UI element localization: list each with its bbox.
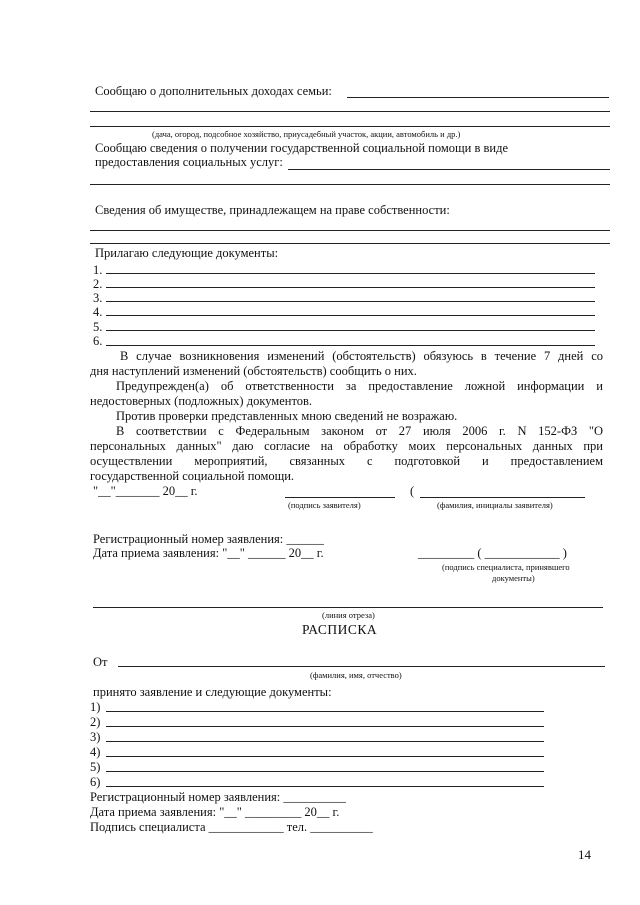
receipt-item-line	[106, 756, 544, 757]
receipt-specialist-signature: Подпись специалиста ____________ тел. __________	[90, 820, 373, 834]
receipt-fio-label: (фамилия, имя, отчество)	[310, 670, 402, 680]
income-label: Сообщаю о дополнительных доходах семьи:	[95, 84, 332, 98]
docs-item-line	[106, 345, 595, 346]
receipt-item-4: 4)	[90, 745, 101, 759]
receipt-item-6: 6)	[90, 775, 101, 789]
signature-label: (подпись заявителя)	[288, 500, 361, 510]
obligation-paragraph-3: Против проверки представленных мною сведений не возражаю.	[116, 409, 458, 423]
receipt-accepted: принято заявление и следующие документы:	[93, 685, 332, 699]
consent-line-4: государственной социальной помощи.	[90, 469, 295, 483]
receipt-registration-number: Регистрационный номер заявления: __________	[90, 790, 346, 804]
docs-item-4: 4.	[93, 305, 103, 319]
receipt-item-5: 5)	[90, 760, 101, 774]
receipt-from-label: От	[93, 655, 108, 669]
specialist-label-1: (подпись специалиста, принявшего	[442, 562, 570, 572]
income-line-1	[347, 97, 609, 98]
receipt-item-line	[106, 726, 544, 727]
receipt-title: РАСПИСКА	[302, 622, 378, 637]
applicant-name-line	[420, 497, 585, 498]
docs-item-line	[106, 287, 595, 288]
consent-line-1: В соответствии с Федеральным законом от 27 июля 2006 г. N 152-ФЗ "О	[116, 424, 603, 438]
docs-item-line	[106, 301, 595, 302]
social-help-line-a	[288, 169, 610, 170]
property-label: Сведения об имуществе, принадлежащем на праве собственности:	[95, 203, 450, 217]
docs-item-line	[106, 330, 595, 331]
registration-date: Дата приема заявления: "__" ______ 20__ г.	[93, 546, 324, 560]
cut-line-label: (линия отреза)	[322, 610, 375, 620]
applicant-name-label: (фамилия, инициалы заявителя)	[437, 500, 553, 510]
social-help-line-1: Сообщаю сведения о получении государственной социальной помощи в виде	[95, 141, 508, 155]
consent-line-3: осуществлении мероприятий, связанных с подготовкой и предоставлением	[90, 454, 603, 468]
docs-item-6: 6.	[93, 334, 103, 348]
receipt-fio-line	[118, 666, 605, 667]
obligation-paragraph-2-end: недостоверных (подложных) документов.	[90, 394, 313, 408]
income-hint: (дача, огород, подсобное хозяйство, приусадебный участок, акции, автомобиль и др.)	[152, 129, 461, 139]
consent-line-2: персональных данных" даю согласие на обработку моих персональных данных при	[90, 439, 603, 453]
obligation-paragraph-1: В случае возникновения изменений (обстоятельств) обязуюсь в течение 7 дней со	[120, 349, 603, 363]
cut-line	[93, 607, 603, 608]
receipt-item-1: 1)	[90, 700, 101, 714]
obligation-paragraph-1-end: дня наступлений изменений (обстоятельств) сообщить о них.	[90, 364, 417, 378]
obligation-paragraph-2: Предупрежден(а) об ответственности за предоставление ложной информации и	[116, 379, 603, 393]
social-help-line-b	[90, 184, 610, 185]
registration-number: Регистрационный номер заявления: ______	[93, 532, 324, 546]
receipt-item-line	[106, 711, 544, 712]
docs-item-line	[106, 315, 595, 316]
income-line-3	[90, 126, 610, 127]
receipt-item-2: 2)	[90, 715, 101, 729]
property-line-1	[90, 230, 610, 231]
docs-item-2: 2.	[93, 277, 103, 291]
docs-label: Прилагаю следующие документы:	[95, 246, 279, 260]
receipt-item-line	[106, 786, 544, 787]
social-help-line-2: предоставления социальных услуг:	[95, 155, 283, 169]
docs-item-5: 5.	[93, 320, 103, 334]
income-line-2	[90, 111, 610, 112]
docs-item-1: 1.	[93, 263, 103, 277]
specialist-signature: _________ ( ____________ )	[418, 546, 567, 560]
signature-line	[285, 497, 395, 498]
sign-open-paren: (	[410, 484, 415, 498]
receipt-item-3: 3)	[90, 730, 101, 744]
receipt-item-line	[106, 741, 544, 742]
property-line-2	[90, 243, 610, 244]
specialist-label-2: документы)	[492, 573, 535, 583]
sign-date: "__"_______ 20__ г.	[93, 484, 198, 498]
page-number: 14	[578, 847, 591, 862]
docs-item-line	[106, 273, 595, 274]
receipt-item-line	[106, 771, 544, 772]
receipt-registration-date: Дата приема заявления: "__" _________ 20__ г.	[90, 805, 340, 819]
docs-item-3: 3.	[93, 291, 103, 305]
